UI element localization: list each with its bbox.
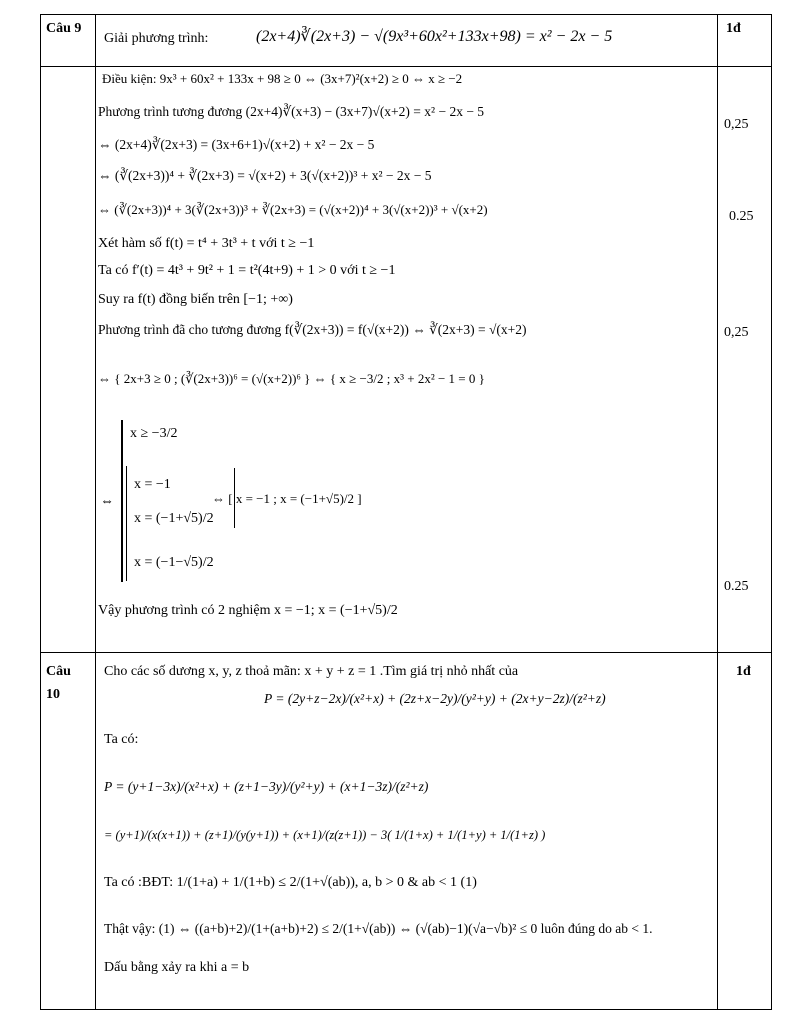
column-divider-score — [717, 14, 718, 1010]
q9-line-monotonic: Suy ra f(t) đồng biến trên [−1; +∞) — [98, 292, 293, 307]
q9-score-4: 0.25 — [724, 579, 749, 594]
q9-problem-text: Giải phương trình: — [104, 31, 209, 46]
q9-bracket-left — [126, 466, 127, 581]
row-divider-q9 — [40, 66, 772, 67]
q9-case-result: ⇔ [ x = −1 ; x = (−1+√5)/2 ] — [212, 491, 362, 506]
table-border-bottom — [40, 1009, 772, 1010]
q10-points: 1đ — [736, 664, 751, 679]
q9-line-step2: ⇔ (∛(2x+3))⁴ + ∛(2x+3) = √(x+2) + 3(√(x+2))³ + x² − 2x − 5 — [98, 168, 432, 183]
column-divider-label — [95, 14, 96, 1010]
q9-case-equivalent-sign: ⇔ — [100, 494, 114, 509]
q9-conclusion: Vậy phương trình có 2 nghiệm x = −1; x = (−1+√5)/2 — [98, 603, 398, 618]
q9-case-x-geq: x ≥ −3/2 — [130, 426, 178, 441]
q10-line-proof: Thật vậy: (1) ⇔ ((a+b)+2)/(1+(a+b)+2) ≤ 2/(1+√(ab)) ⇔ (√(ab)−1)(√a−√b)² ≤ 0 luôn đúng do ab < 1. — [104, 921, 653, 936]
q9-line-condition: Điều kiện: 9x³ + 60x² + 133x + 98 ≥ 0 ⇔ (3x+7)²(x+2) ≥ 0 ⇔ x ≥ −2 — [102, 71, 463, 86]
q9-line-system: ⇔ { 2x+3 ≥ 0 ; (∛(2x+3))⁶ = (√(x+2))⁶ } ⇔ { x ≥ −3/2 ; x³ + 2x² − 1 = 0 } — [98, 371, 485, 386]
q9-line-function: Xét hàm số f(t) = t⁴ + 3t³ + t với t ≥ −1 — [98, 236, 315, 251]
q9-line-step3: ⇔ (∛(2x+3))⁴ + 3(∛(2x+3))³ + ∛(2x+3) = (√(x+2))⁴ + 3(√(x+2))³ + √(x+2) — [98, 202, 488, 217]
q9-case-x-root-minus: x = (−1−√5)/2 — [134, 555, 214, 570]
q9-score-3: 0,25 — [724, 325, 749, 340]
table-border-left — [40, 14, 41, 1010]
q10-line-p-simplify: = (y+1)/(x(x+1)) + (z+1)/(y(y+1)) + (x+1)/(z(z+1)) − 3( 1/(1+x) + 1/(1+y) + 1/(1+z) ) — [104, 828, 546, 842]
q10-label-line2: 10 — [46, 687, 60, 702]
row-divider-q10 — [40, 652, 772, 653]
q9-line-equivalent: Phương trình tương đương (2x+4)∛(x+3) − (3x+7)√(x+2) = x² − 2x − 5 — [98, 104, 485, 119]
q10-label-line1: Câu — [46, 664, 71, 679]
q10-line-taco: Ta có: — [104, 732, 139, 747]
q9-line-equivalent-f: Phương trình đã cho tương đương f(∛(2x+3)) = f(√(x+2)) ⇔ ∛(2x+3) = √(x+2) — [98, 322, 527, 337]
table-border-right — [771, 14, 772, 1010]
q9-line-step1: ⇔ (2x+4)∛(2x+3) = (3x+6+1)√(x+2) + x² − 2x − 5 — [98, 137, 375, 152]
q10-line-p-expand: P = (y+1−3x)/(x²+x) + (z+1−3y)/(y²+y) + (x+1−3z)/(z²+z) — [104, 779, 429, 794]
q10-problem-equation: P = (2y+z−2x)/(x²+x) + (2z+x−2y)/(y²+y) + (2x+y−2z)/(z²+z) — [264, 691, 606, 706]
q9-line-derivative: Ta có f′(t) = 4t³ + 9t² + 1 = t²(4t+9) + 1 > 0 với t ≥ −1 — [98, 263, 396, 278]
table-border-top — [40, 14, 772, 15]
q9-problem-equation: (2x+4)∛(2x+3) − √(9x³+60x²+133x+98) = x² − 2x − 5 — [256, 28, 613, 45]
q10-line-inequality: Ta có :BĐT: 1/(1+a) + 1/(1+b) ≤ 2/(1+√(ab)), a, b > 0 & ab < 1 (1) — [104, 875, 477, 890]
q9-case-x-neg1: x = −1 — [134, 477, 171, 492]
q9-points: 1đ — [726, 21, 741, 36]
q10-problem-text: Cho các số dương x, y, z thoả mãn: x + y + z = 1 .Tìm giá trị nhỏ nhất của — [104, 664, 519, 679]
q9-case-x-root-plus: x = (−1+√5)/2 — [134, 511, 214, 526]
q9-score-1: 0,25 — [724, 117, 749, 132]
q9-score-2: 0.25 — [729, 209, 754, 224]
q9-brace-left — [121, 420, 123, 582]
q10-line-equality: Dấu bằng xảy ra khi a = b — [104, 960, 250, 975]
q9-label: Câu 9 — [46, 21, 82, 36]
